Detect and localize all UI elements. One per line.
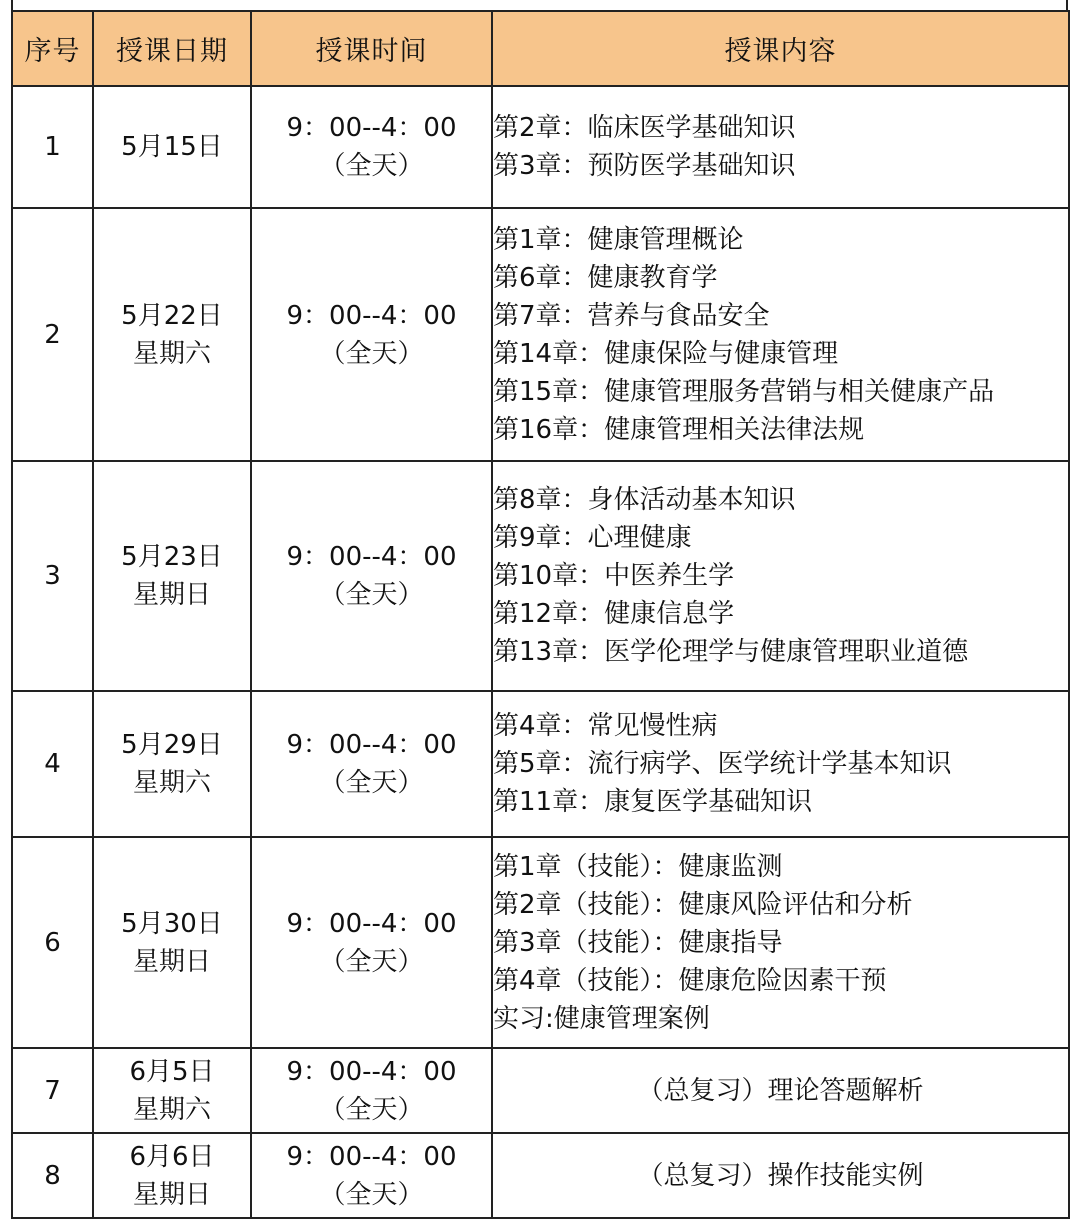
- class-time: [251, 461, 492, 691]
- table-row: [12, 1133, 1069, 1218]
- class-date-line: 星期日: [132, 1179, 211, 1210]
- row-number: 6: [12, 837, 93, 1048]
- class-time-line: （全天）: [319, 338, 424, 369]
- class-time-line: （全天）: [319, 1094, 424, 1125]
- header-time: 授课时间: [251, 11, 492, 86]
- class-content-line: 第4章（技能）：健康危险因素干预: [493, 965, 887, 996]
- class-content-line: 第13章：医学伦理学与健康管理职业道德: [493, 637, 969, 667]
- class-time: [251, 208, 492, 461]
- class-date-line: 星期六: [132, 1094, 211, 1125]
- table-row: [12, 208, 1069, 461]
- row-number: 3: [12, 461, 93, 691]
- class-content-line: 第2章：临床医学基础知识: [493, 113, 796, 143]
- class-content: [492, 1048, 1069, 1133]
- class-time-line: 9：00--4：00: [286, 542, 457, 572]
- table-row: [12, 461, 1069, 691]
- header-content: 授课内容: [492, 11, 1069, 86]
- class-time-line: （全天）: [319, 1179, 424, 1210]
- class-time: [251, 86, 492, 208]
- row-number: 4: [12, 691, 93, 837]
- table-row: [12, 86, 1069, 208]
- table-row: [12, 1048, 1069, 1133]
- class-time-line: （全天）: [319, 151, 424, 181]
- class-time-line: 9：00--4：00: [286, 730, 457, 760]
- class-date: [93, 837, 251, 1048]
- class-content-line: （总复习）理论答题解析: [637, 1075, 924, 1106]
- class-time-line: 9：00--4：00: [286, 908, 457, 939]
- class-content: [492, 691, 1069, 837]
- schedule-body: [12, 86, 1069, 1218]
- class-time-line: （全天）: [319, 946, 424, 977]
- class-time-line: 9：00--4：00: [286, 113, 457, 143]
- class-date-line: 6月5日: [129, 1056, 215, 1087]
- class-date: [93, 1048, 251, 1133]
- class-content-line: 第1章：健康管理概论: [493, 224, 744, 255]
- class-content-line: 第16章：健康管理相关法律法规: [493, 414, 865, 445]
- class-time-line: （全天）: [319, 580, 424, 610]
- header-date: 授课日期: [93, 11, 251, 86]
- class-date: [93, 461, 251, 691]
- row-number: 7: [12, 1048, 93, 1133]
- class-date: [93, 208, 251, 461]
- class-date-line: 6月6日: [129, 1141, 215, 1172]
- class-date-line: 星期六: [132, 338, 211, 369]
- class-time: [251, 837, 492, 1048]
- table-row: [12, 691, 1069, 837]
- class-content-line: 第7章：营养与食品安全: [493, 300, 770, 331]
- class-time-line: （全天）: [319, 768, 424, 798]
- class-time-line: 9：00--4：00: [286, 1056, 457, 1087]
- class-content-line: 第9章：心理健康: [493, 523, 692, 553]
- class-content-line: 第15章：健康管理服务营销与相关健康产品: [493, 376, 995, 407]
- class-content-line: 实习:健康管理案例: [493, 1003, 710, 1034]
- class-date: [93, 86, 251, 208]
- row-number: 2: [12, 208, 93, 461]
- class-time-line: 9：00--4：00: [286, 300, 457, 331]
- header-number: 序号: [12, 11, 93, 86]
- class-content-line: 第11章：康复医学基础知识: [493, 787, 813, 817]
- class-date: [93, 1133, 251, 1218]
- class-date-line: 星期六: [132, 768, 211, 798]
- class-date-line: 星期日: [132, 946, 211, 977]
- row-number: 8: [12, 1133, 93, 1218]
- class-content-line: 第4章：常见慢性病: [493, 711, 718, 741]
- class-time: [251, 691, 492, 837]
- class-content: [492, 208, 1069, 461]
- table-row: [12, 837, 1069, 1048]
- class-date-line: 5月22日: [121, 300, 223, 331]
- class-time: [251, 1048, 492, 1133]
- class-content-line: 第3章（技能）：健康指导: [493, 927, 783, 958]
- schedule-table: [11, 10, 1070, 1219]
- row-number: 1: [12, 86, 93, 208]
- class-content-line: 第2章（技能）：健康风险评估和分析: [493, 889, 913, 920]
- class-content: [492, 461, 1069, 691]
- class-content-line: （总复习）操作技能实例: [637, 1160, 924, 1191]
- class-date-line: 5月23日: [121, 542, 223, 572]
- class-content-line: 第12章：健康信息学: [493, 599, 735, 629]
- header-row: [12, 11, 1069, 86]
- class-content-line: 第10章：中医养生学: [493, 561, 735, 591]
- class-date-line: 星期日: [132, 580, 211, 610]
- class-content-line: 第1章（技能）：健康监测: [493, 851, 783, 882]
- class-content: [492, 837, 1069, 1048]
- class-content-line: 第6章：健康教育学: [493, 262, 718, 293]
- class-content: [492, 86, 1069, 208]
- class-date-line: 5月30日: [121, 908, 223, 939]
- class-content: [492, 1133, 1069, 1218]
- class-content-line: 第14章：健康保险与健康管理: [493, 338, 839, 369]
- class-content-line: 第3章：预防医学基础知识: [493, 151, 796, 181]
- class-content-line: 第8章：身体活动基本知识: [493, 485, 796, 515]
- class-content-line: 第5章：流行病学、医学统计学基本知识: [493, 749, 952, 779]
- class-date-line: 5月15日: [121, 132, 223, 162]
- table-top-edge: [11, 0, 1068, 10]
- class-time: [251, 1133, 492, 1218]
- class-date: [93, 691, 251, 837]
- class-date-line: 5月29日: [121, 730, 223, 760]
- class-time-line: 9：00--4：00: [286, 1141, 457, 1172]
